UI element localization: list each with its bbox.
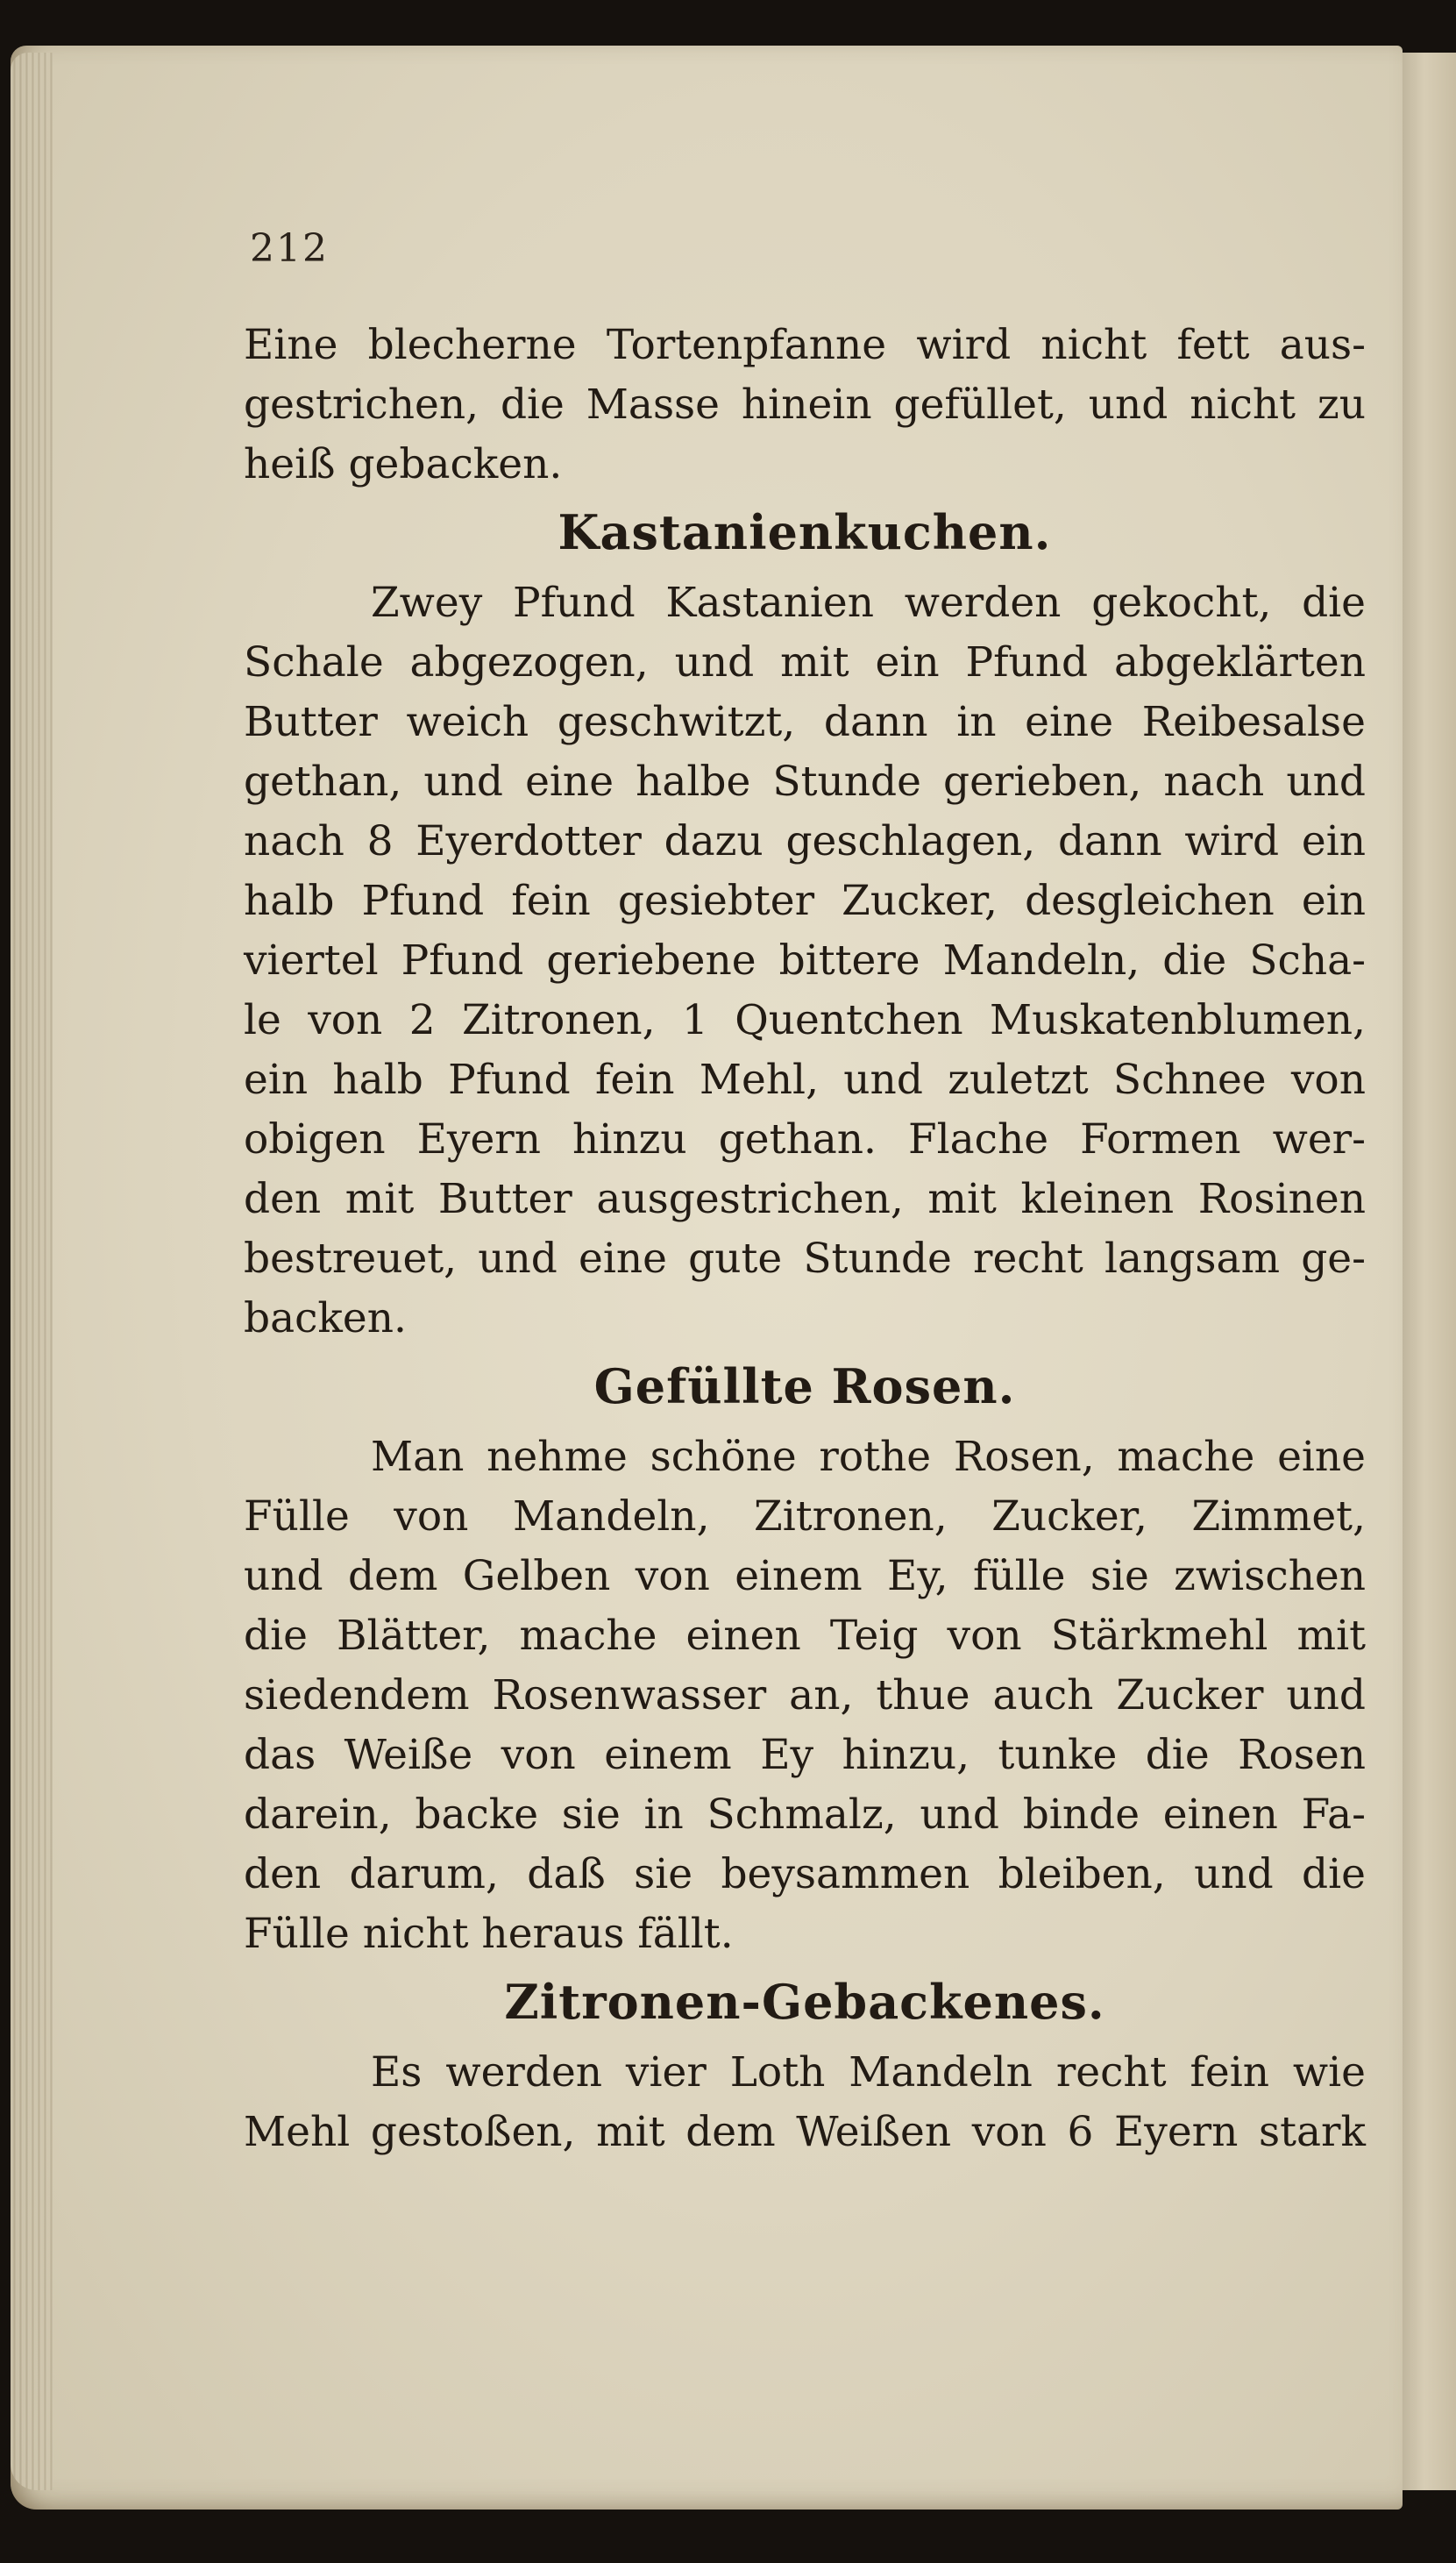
- page-number: 212: [250, 226, 329, 271]
- text-line: Fülle nicht heraus fällt.: [244, 1910, 734, 1958]
- text-line: Eine blecherne Tortenpfanne wird nicht fett aus-: [244, 321, 1366, 369]
- text-line: backen.: [244, 1294, 407, 1342]
- intro-paragraph: [244, 316, 1366, 495]
- section-heading: Kastanienkuchen.: [558, 504, 1052, 560]
- text-line: den darum, daß sie beysammen bleiben, und die: [244, 1850, 1366, 1898]
- section-heading: Zitronen-Gebackenes.: [504, 1974, 1105, 2030]
- text-line: nach 8 Eyerdotter dazu geschlagen, dann wird ein: [244, 817, 1366, 865]
- text-line: siedendem Rosenwasser an, thue auch Zucker und: [244, 1671, 1366, 1719]
- section-heading: Gefüllte Rosen.: [593, 1358, 1016, 1414]
- text-line: und dem Gelben von einem Ey, fülle sie zwischen: [244, 1552, 1366, 1600]
- text-line: ein halb Pfund fein Mehl, und zuletzt Schnee von: [244, 1056, 1366, 1104]
- book-gutter: [11, 53, 53, 2490]
- section-paragraph: [244, 2043, 1366, 2162]
- section-paragraph: [244, 573, 1366, 1349]
- text-line: halb Pfund fein gesiebter Zucker, desgleichen ein: [244, 877, 1366, 925]
- text-line: bestreuet, und eine gute Stunde recht langsam ge-: [244, 1235, 1366, 1283]
- page-edge: [1399, 53, 1456, 2490]
- text-line: Schale abgezogen, und mit ein Pfund abgeklärten: [244, 638, 1366, 687]
- section-paragraph: [244, 1427, 1366, 1964]
- text-line: heiß gebacken.: [244, 440, 563, 488]
- text-line: darein, backe sie in Schmalz, und binde einen Fa-: [244, 1791, 1366, 1839]
- text-line: Butter weich geschwitzt, dann in eine Reibesalse: [244, 698, 1366, 746]
- text-line: Fülle von Mandeln, Zitronen, Zucker, Zimmet,: [244, 1492, 1366, 1541]
- text-line: viertel Pfund geriebene bittere Mandeln, die Scha-: [244, 936, 1366, 985]
- text-line: Man nehme schöne rothe Rosen, mache eine: [371, 1433, 1366, 1481]
- text-line: Zwey Pfund Kastanien werden gekocht, die: [371, 579, 1366, 627]
- text-line: obigen Eyern hinzu gethan. Flache Formen wer-: [244, 1115, 1366, 1164]
- text-line: das Weiße von einem Ey hinzu, tunke die Rosen: [244, 1731, 1366, 1779]
- text-line: gestrichen, die Masse hinein gefüllet, und nicht zu: [244, 381, 1366, 429]
- text-line: gethan, und eine halbe Stunde gerieben, nach und: [244, 758, 1366, 806]
- page-body: [244, 316, 1366, 2162]
- text-line: Mehl gestoßen, mit dem Weißen von 6 Eyern stark: [244, 2108, 1366, 2156]
- text-line: Es werden vier Loth Mandeln recht fein wie: [371, 2048, 1366, 2097]
- text-line: den mit Butter ausgestrichen, mit kleinen Rosinen: [244, 1175, 1366, 1223]
- text-line: die Blätter, mache einen Teig von Stärkmehl mit: [244, 1612, 1366, 1660]
- text-line: le von 2 Zitronen, 1 Quentchen Muskatenblumen,: [244, 996, 1366, 1044]
